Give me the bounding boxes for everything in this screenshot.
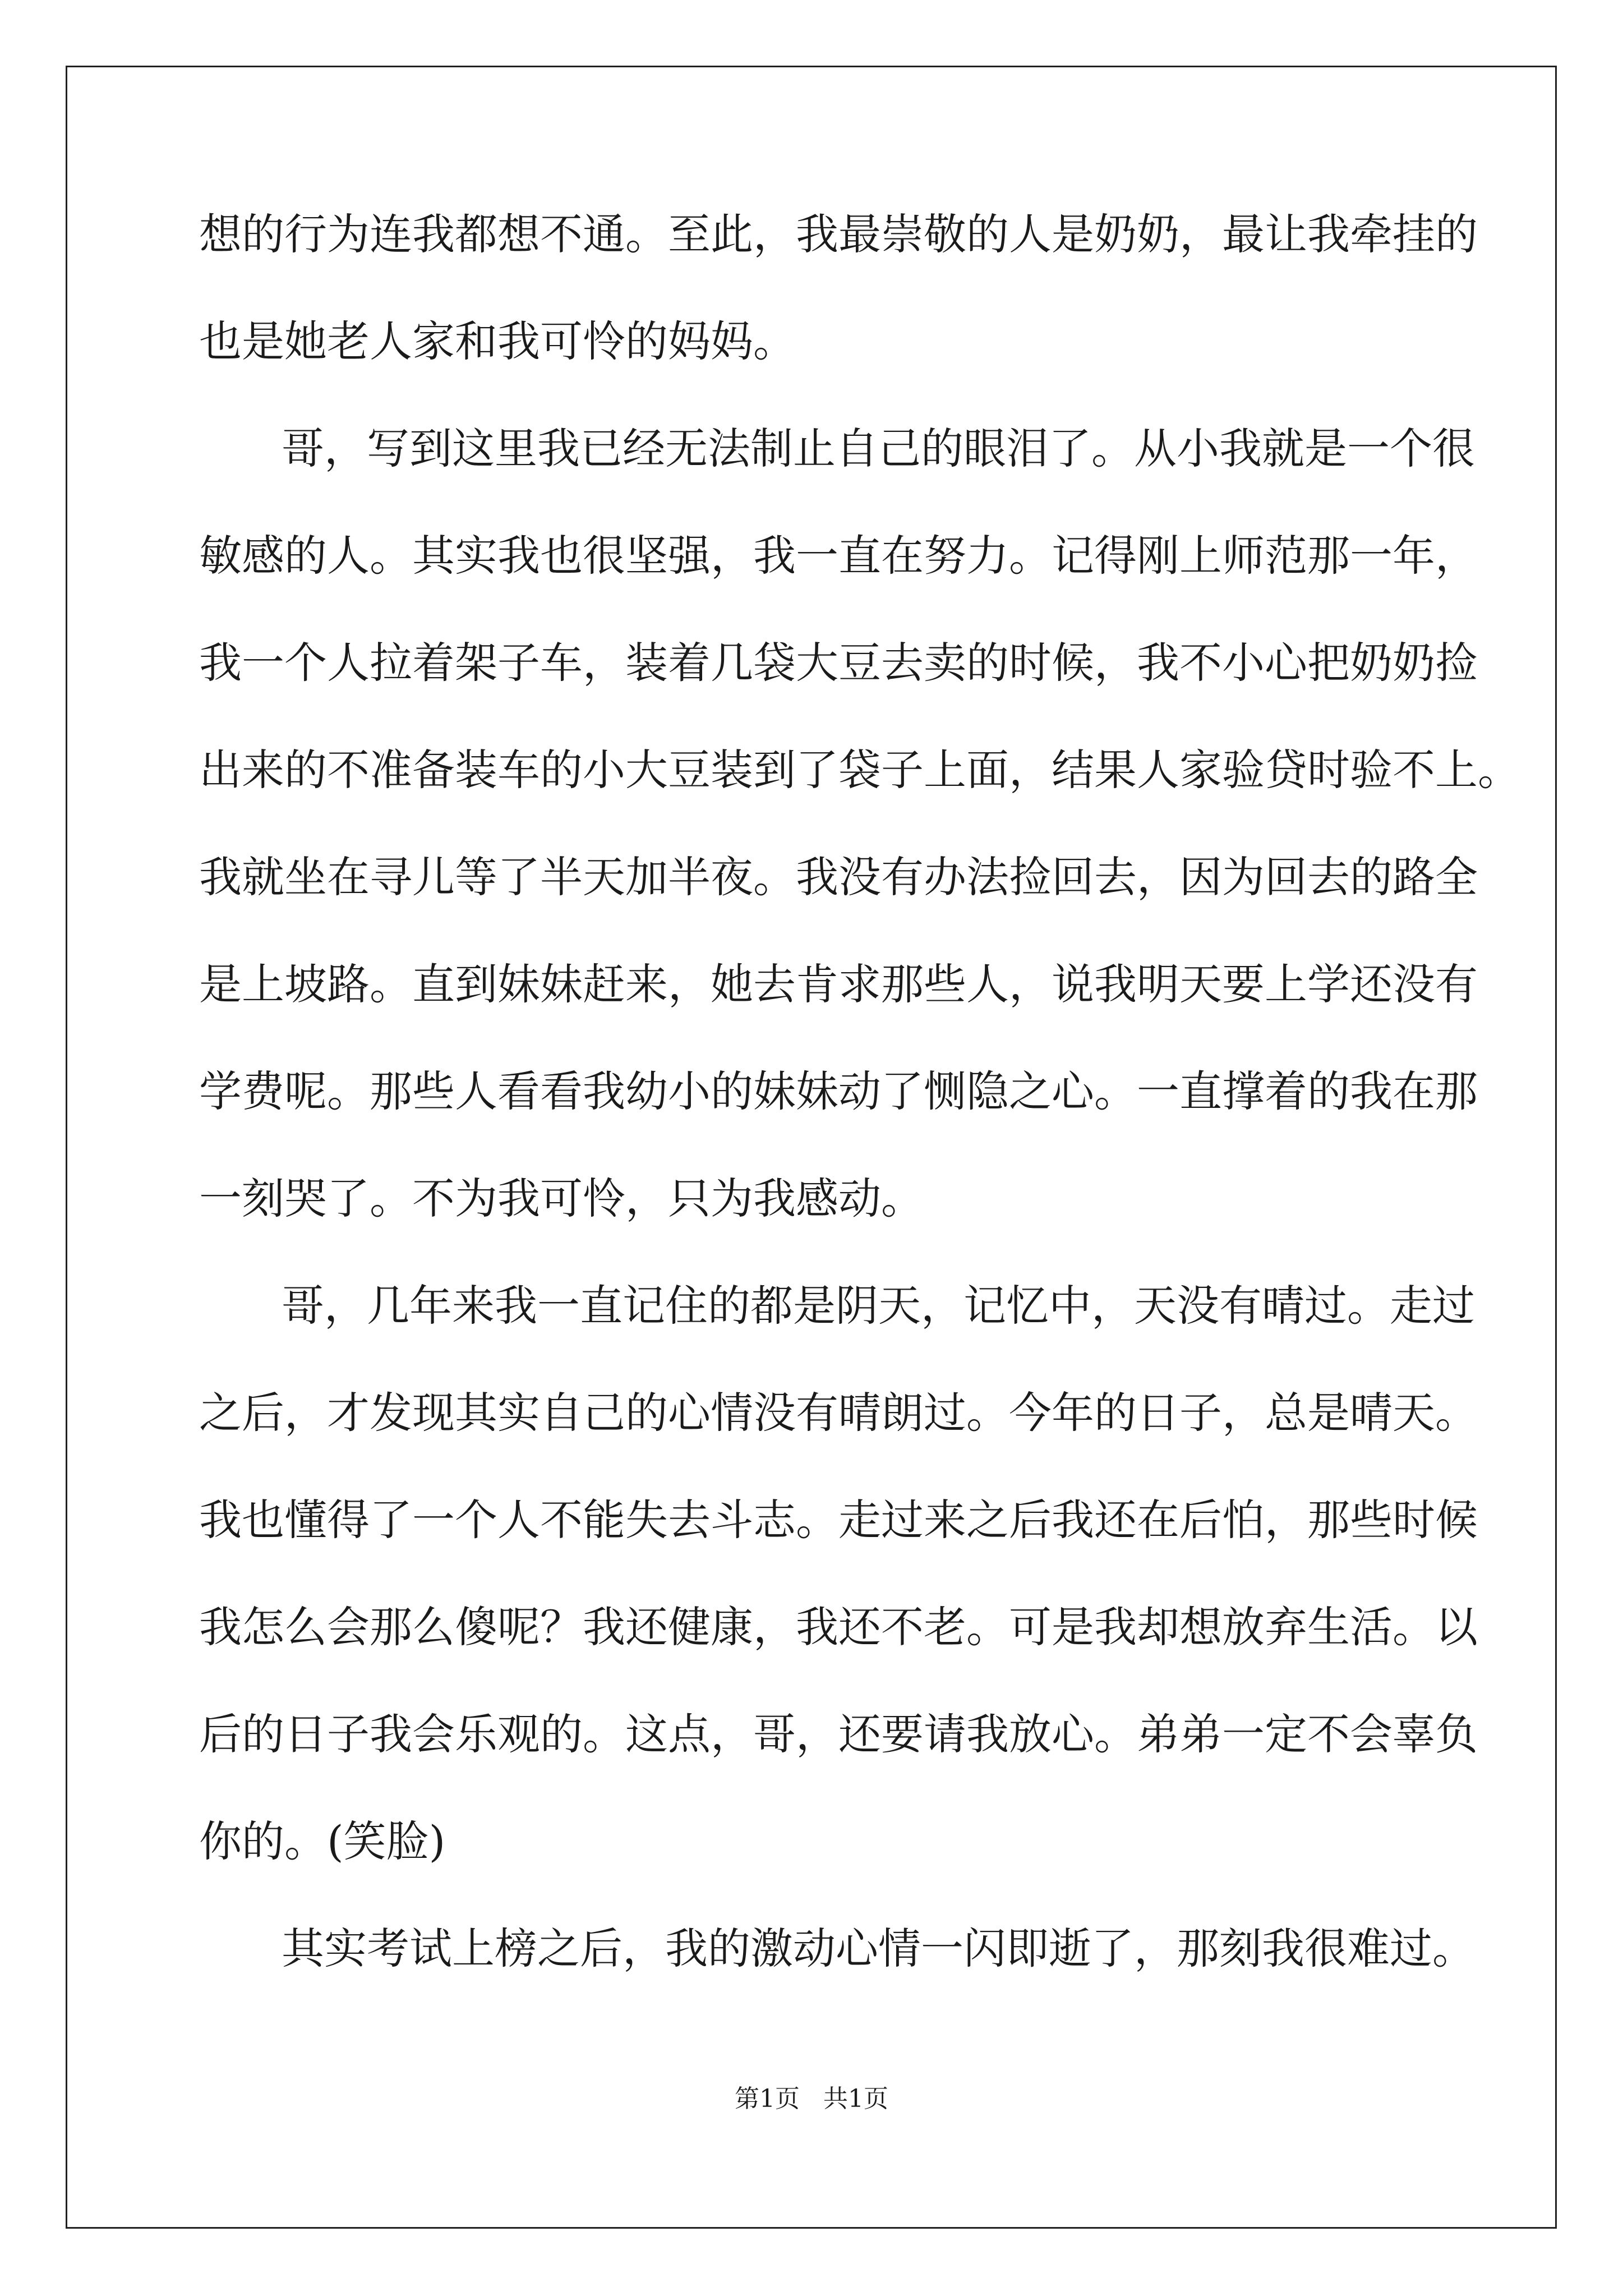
- text-line: 后的日子我会乐观的。这点，哥，还要请我放心。弟弟一定不会辜负: [199, 1709, 1478, 1759]
- paragraph-first-line: 其实考试上榜之后，我的激动心情一闪即逝了，那刻我很难过。: [282, 1924, 1475, 1973]
- paragraph-first-line: 哥，几年来我一直记住的都是阴天，记忆中，天没有晴过。走过: [282, 1281, 1475, 1331]
- paragraph-first-line: 哥，写到这里我已经无法制止自己的眼泪了。从小我就是一个很: [282, 424, 1475, 473]
- text-line: 也是她老人家和我可怜的妈妈。: [199, 316, 796, 366]
- text-line: 学费呢。那些人看看我幼小的妹妹动了恻隐之心。一直撑着的我在那: [199, 1066, 1478, 1116]
- page-number: 第1页 共1页: [735, 2085, 888, 2113]
- text-line: 我一个人拉着架子车，装着几袋大豆去卖的时候，我不小心把奶奶捡: [199, 638, 1478, 688]
- text-line: 你的。(笑脸): [199, 1816, 446, 1866]
- page-border: [66, 66, 1557, 2229]
- text-line: 我就坐在寻儿等了半天加半夜。我没有办法捡回去，因为回去的路全: [199, 852, 1478, 902]
- text-line: 是上坡路。直到妹妹赶来，她去肯求那些人，说我明天要上学还没有: [199, 959, 1478, 1009]
- text-line: 我也懂得了一个人不能失去斗志。走过来之后我还在后怕，那些时候: [199, 1495, 1478, 1545]
- text-line: 之后，才发现其实自己的心情没有晴朗过。今年的日子，总是晴天。: [199, 1388, 1478, 1438]
- text-line: 敏感的人。其实我也很坚强，我一直在努力。记得刚上师范那一年，: [199, 531, 1478, 581]
- text-line: 想的行为连我都想不通。至此，我最崇敬的人是奶奶，最让我牵挂的: [199, 209, 1478, 259]
- text-line: 我怎么会那么傻呢？我还健康，我还不老。可是我却想放弃生活。以: [199, 1602, 1478, 1652]
- text-line: 出来的不准备装车的小大豆装到了袋子上面，结果人家验贷时验不上。: [199, 745, 1520, 795]
- text-line: 一刻哭了。不为我可怜，只为我感动。: [199, 1174, 924, 1223]
